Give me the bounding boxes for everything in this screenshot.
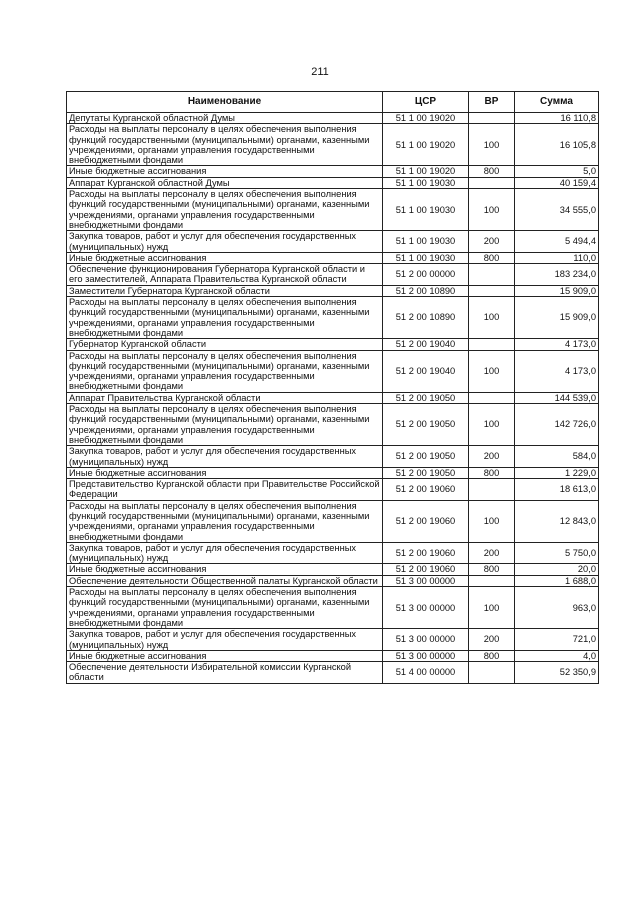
cell-name: Заместители Губернатора Курганской области <box>67 285 383 296</box>
cell-vr: 800 <box>469 564 515 575</box>
cell-name: Представительство Курганской области при Правительстве Российской Федерации <box>67 479 383 501</box>
cell-sum: 110,0 <box>515 252 599 263</box>
cell-csr: 51 2 00 19050 <box>383 392 469 403</box>
cell-name: Расходы на выплаты персоналу в целях обеспечения выполнения функций государственными (муниципальными) органами, казенными учреждениями, органами управления государственными внебюджетными фондами <box>67 124 383 166</box>
cell-csr: 51 1 00 19030 <box>383 231 469 253</box>
cell-name: Аппарат Правительства Курганской области <box>67 392 383 403</box>
cell-sum: 34 555,0 <box>515 189 599 231</box>
cell-sum: 12 843,0 <box>515 500 599 542</box>
cell-name: Закупка товаров, работ и услуг для обеспечения государственных (муниципальных) нужд <box>67 231 383 253</box>
cell-csr: 51 1 00 19020 <box>383 113 469 124</box>
table-row <box>67 264 599 286</box>
cell-name: Обеспечение деятельности Общественной палаты Курганской области <box>67 575 383 586</box>
table-row <box>67 629 599 651</box>
cell-name: Депутаты Курганской областной Думы <box>67 113 383 124</box>
cell-sum: 721,0 <box>515 629 599 651</box>
cell-name: Обеспечение деятельности Избирательной комиссии Курганской области <box>67 662 383 684</box>
table-row <box>67 575 599 586</box>
cell-csr: 51 2 00 19040 <box>383 339 469 350</box>
cell-csr: 51 2 00 19040 <box>383 350 469 392</box>
cell-sum: 16 110,8 <box>515 113 599 124</box>
table-row <box>67 350 599 392</box>
cell-vr: 800 <box>469 252 515 263</box>
cell-name: Закупка товаров, работ и услуг для обеспечения государственных (муниципальных) нужд <box>67 446 383 468</box>
cell-vr: 100 <box>469 587 515 629</box>
cell-csr: 51 3 00 00000 <box>383 575 469 586</box>
cell-vr: 100 <box>469 189 515 231</box>
cell-name: Обеспечение функционирования Губернатора Курганской области и его заместителей, Аппарата Правительства Курганской области <box>67 264 383 286</box>
cell-vr <box>469 177 515 188</box>
table-row <box>67 467 599 478</box>
header-name: Наименование <box>67 92 383 113</box>
cell-csr: 51 2 00 19060 <box>383 542 469 564</box>
cell-sum: 5 750,0 <box>515 542 599 564</box>
cell-csr: 51 3 00 00000 <box>383 587 469 629</box>
cell-vr: 800 <box>469 166 515 177</box>
cell-csr: 51 3 00 00000 <box>383 650 469 661</box>
cell-vr <box>469 479 515 501</box>
cell-sum: 183 234,0 <box>515 264 599 286</box>
cell-sum: 5,0 <box>515 166 599 177</box>
cell-sum: 18 613,0 <box>515 479 599 501</box>
cell-sum: 15 909,0 <box>515 285 599 296</box>
table-row <box>67 124 599 166</box>
table-row <box>67 113 599 124</box>
cell-name: Расходы на выплаты персоналу в целях обеспечения выполнения функций государственными (муниципальными) органами, казенными учреждениями, органами управления государственными внебюджетными фондами <box>67 404 383 446</box>
cell-name: Расходы на выплаты персоналу в целях обеспечения выполнения функций государственными (муниципальными) органами, казенными учреждениями, органами управления государственными внебюджетными фондами <box>67 297 383 339</box>
cell-sum: 16 105,8 <box>515 124 599 166</box>
cell-sum: 52 350,9 <box>515 662 599 684</box>
cell-csr: 51 1 00 19030 <box>383 177 469 188</box>
cell-csr: 51 1 00 19030 <box>383 252 469 263</box>
cell-vr: 800 <box>469 467 515 478</box>
cell-name: Губернатор Курганской области <box>67 339 383 350</box>
cell-vr: 200 <box>469 629 515 651</box>
table-row <box>67 177 599 188</box>
cell-csr: 51 2 00 19050 <box>383 404 469 446</box>
table-row <box>67 297 599 339</box>
cell-vr: 100 <box>469 124 515 166</box>
budget-table <box>66 91 599 684</box>
table-row <box>67 446 599 468</box>
cell-sum: 4,0 <box>515 650 599 661</box>
cell-csr: 51 4 00 00000 <box>383 662 469 684</box>
cell-sum: 142 726,0 <box>515 404 599 446</box>
cell-sum: 15 909,0 <box>515 297 599 339</box>
table-row <box>67 189 599 231</box>
table-row <box>67 542 599 564</box>
table-row <box>67 404 599 446</box>
table-row <box>67 564 599 575</box>
cell-vr <box>469 113 515 124</box>
header-csr: ЦСР <box>383 92 469 113</box>
cell-sum: 963,0 <box>515 587 599 629</box>
cell-name: Аппарат Курганской областной Думы <box>67 177 383 188</box>
cell-vr <box>469 339 515 350</box>
cell-csr: 51 3 00 00000 <box>383 629 469 651</box>
cell-name: Иные бюджетные ассигнования <box>67 650 383 661</box>
cell-vr: 100 <box>469 350 515 392</box>
cell-name: Расходы на выплаты персоналу в целях обеспечения выполнения функций государственными (муниципальными) органами, казенными учреждениями, органами управления государственными внебюджетными фондами <box>67 350 383 392</box>
cell-name: Иные бюджетные ассигнования <box>67 564 383 575</box>
cell-sum: 40 159,4 <box>515 177 599 188</box>
table-row <box>67 650 599 661</box>
table-row <box>67 392 599 403</box>
cell-vr: 100 <box>469 297 515 339</box>
cell-vr: 800 <box>469 650 515 661</box>
cell-name: Иные бюджетные ассигнования <box>67 252 383 263</box>
cell-csr: 51 2 00 00000 <box>383 264 469 286</box>
cell-name: Закупка товаров, работ и услуг для обеспечения государственных (муниципальных) нужд <box>67 629 383 651</box>
cell-vr <box>469 392 515 403</box>
cell-vr: 100 <box>469 404 515 446</box>
cell-csr: 51 2 00 19050 <box>383 467 469 478</box>
cell-name: Закупка товаров, работ и услуг для обеспечения государственных (муниципальных) нужд <box>67 542 383 564</box>
cell-sum: 4 173,0 <box>515 350 599 392</box>
cell-vr <box>469 575 515 586</box>
cell-vr: 200 <box>469 231 515 253</box>
cell-sum: 144 539,0 <box>515 392 599 403</box>
cell-sum: 1 688,0 <box>515 575 599 586</box>
table-header-row <box>67 92 599 113</box>
cell-csr: 51 1 00 19030 <box>383 189 469 231</box>
cell-sum: 4 173,0 <box>515 339 599 350</box>
cell-name: Расходы на выплаты персоналу в целях обеспечения выполнения функций государственными (муниципальными) органами, казенными учреждениями, органами управления государственными внебюджетными фондами <box>67 500 383 542</box>
cell-name: Расходы на выплаты персоналу в целях обеспечения выполнения функций государственными (муниципальными) органами, казенными учреждениями, органами управления государственными внебюджетными фондами <box>67 189 383 231</box>
header-sum: Сумма <box>515 92 599 113</box>
page-number: 211 <box>311 66 329 78</box>
cell-name: Иные бюджетные ассигнования <box>67 166 383 177</box>
cell-vr <box>469 285 515 296</box>
cell-csr: 51 2 00 19060 <box>383 500 469 542</box>
table-row <box>67 500 599 542</box>
cell-sum: 584,0 <box>515 446 599 468</box>
table-row <box>67 285 599 296</box>
cell-csr: 51 2 00 10890 <box>383 285 469 296</box>
cell-sum: 20,0 <box>515 564 599 575</box>
header-vr: ВР <box>469 92 515 113</box>
cell-vr <box>469 264 515 286</box>
cell-csr: 51 2 00 19050 <box>383 446 469 468</box>
cell-vr <box>469 662 515 684</box>
cell-csr: 51 2 00 10890 <box>383 297 469 339</box>
cell-csr: 51 1 00 19020 <box>383 166 469 177</box>
cell-vr: 200 <box>469 446 515 468</box>
cell-vr: 200 <box>469 542 515 564</box>
table-row <box>67 252 599 263</box>
table-row <box>67 231 599 253</box>
cell-csr: 51 1 00 19020 <box>383 124 469 166</box>
cell-csr: 51 2 00 19060 <box>383 564 469 575</box>
cell-name: Расходы на выплаты персоналу в целях обеспечения выполнения функций государственными (муниципальными) органами, казенными учреждениями, органами управления государственными внебюджетными фондами <box>67 587 383 629</box>
cell-name: Иные бюджетные ассигнования <box>67 467 383 478</box>
cell-sum: 1 229,0 <box>515 467 599 478</box>
table-row <box>67 166 599 177</box>
table-row <box>67 339 599 350</box>
table-row <box>67 587 599 629</box>
cell-vr: 100 <box>469 500 515 542</box>
table-row <box>67 479 599 501</box>
table-row <box>67 662 599 684</box>
cell-csr: 51 2 00 19060 <box>383 479 469 501</box>
cell-sum: 5 494,4 <box>515 231 599 253</box>
